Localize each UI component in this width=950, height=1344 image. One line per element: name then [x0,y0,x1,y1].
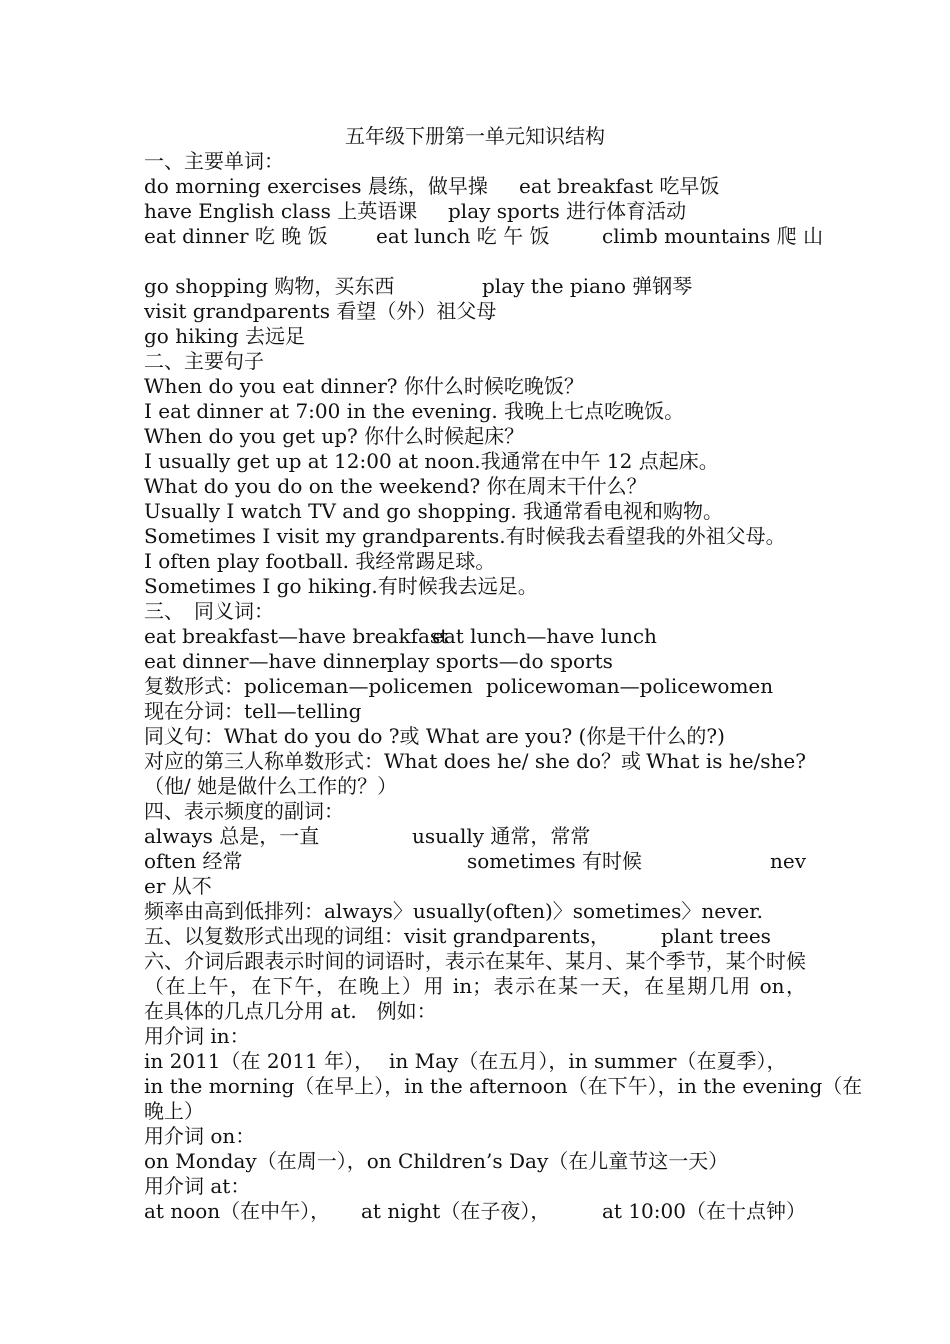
adverb-item: always 总是，一直 [144,824,320,848]
blank-line [144,249,806,274]
adverb-item: usually 通常，常常 [412,824,591,848]
vocab-item: climb mountains 爬 山 [602,224,824,248]
adverb-row-1 [144,824,806,849]
plural-item: 复数形式：policeman—policemen [144,674,473,698]
sentence-line: I usually get up at 12:00 at noon.我通常在中午 12 点起床。 [144,449,719,473]
preposition-example: at noon（在中午）， [144,1199,331,1223]
section-5-item: 五、以复数形式出现的词组：visit grandparents， [144,924,611,948]
sentence-line: When do you eat dinner? 你什么时候吃晚饭？ [144,374,584,398]
sentence-line: Sometimes I go hiking.有时候我去远足。 [144,574,538,598]
preposition-example: at 10:00（在十点钟） [602,1199,806,1223]
document-title: 五年级下册第一单元知识结构 [345,124,605,148]
adverb-item: often 经常 [144,849,243,873]
preposition-in-heading: 用介词 in： [144,1024,250,1048]
preposition-in-row-3: 晚上） [144,1099,204,1123]
preposition-on-row-1: on Monday（在周一），on Children’s Day（在儿童节这一天） [144,1149,729,1173]
sentence-line: I eat dinner at 7:00 in the evening. 我晚上七点吃晚饭。 [144,399,685,423]
frequency-order-row: 频率由高到低排列：always〉usually(often)〉sometimes〉never. [144,899,763,923]
vocab-row-6: go hiking 去远足 [144,324,306,348]
third-person-row [144,749,806,774]
preposition-in-row-2: in the morning（在早上），in the afternoon（在下午），in the evening（在 [144,1074,863,1098]
synonym-item: eat breakfast—have breakfast [144,624,449,648]
vocab-item: play sports 进行体育活动 [448,199,687,223]
preposition-example: at night（在子夜）， [361,1199,551,1223]
sentence-line: Sometimes I visit my grandparents.有时候我去看望我的外祖父母。 [144,524,786,548]
synonym-row-2 [144,649,806,674]
adverb-item: sometimes 有时候 [467,849,642,873]
vocab-item: eat dinner 吃 晚 饭 [144,224,328,248]
present-participle-row: 现在分词：tell—telling [144,699,362,723]
synonym-item: eat dinner—have dinner [144,649,390,673]
vocab-row-4 [144,274,806,299]
section-2-heading: 二、主要句子 [144,349,264,373]
vocab-row-5: visit grandparents 看望（外）祖父母 [144,299,497,323]
vocab-item: eat breakfast 吃早饭 [519,174,720,198]
synonym-sentence-row: 同义句：What do you do ?或 What are you? (你是干什么的?) [144,724,725,748]
synonym-item: eat lunch—have lunch [432,624,657,648]
sentence-line: Usually I watch TV and go shopping. 我通常看电视和购物。 [144,499,724,523]
third-person-translation: （他/ 她是做什么工作的？） [144,774,398,798]
vocab-item: eat lunch 吃 午 饭 [376,224,550,248]
adverb-row-3: er 从不 [144,874,212,898]
third-person-item: What is he/she? [646,749,806,773]
section-1-heading: 一、主要单词： [144,149,284,173]
vocab-row-3 [144,224,824,249]
section-6-paragraph: 六、介词后跟表示时间的词语时，表示在某年、某月、某个季节，某个时候（在上午，在下午，在晚上）用 in；表示在某一天，在星期几用 on， [144,949,806,998]
vocab-item: do morning exercises 晨练，做早操 [144,174,488,198]
sentence-line: I often play football. 我经常踢足球。 [144,549,496,573]
sentence-line: What do you do on the weekend? 你在周末干什么？ [144,474,647,498]
plural-item: policewoman—policewomen [486,674,774,698]
vocab-item: go shopping 购物，买东西 [144,274,395,298]
section-5-item: plant trees [661,924,771,948]
preposition-at-row-1 [144,1199,806,1224]
section-5-row [144,924,806,949]
section-3-heading: 三、 同义词： [144,599,274,623]
synonym-item: play sports—do sports [387,649,613,673]
plural-form-row [144,674,806,699]
third-person-item: 对应的第三人称单数形式：What does he/ she do？或 [144,749,642,773]
preposition-at-heading: 用介词 at： [144,1174,251,1198]
sentence-line: When do you get up? 你什么时候起床？ [144,424,525,448]
preposition-example: in 2011（在 2011 年）， [144,1049,375,1073]
preposition-in-row-1 [144,1049,806,1074]
adverb-row-2 [144,849,806,874]
section-6-paragraph-end: 在具体的几点几分用 at. 例如： [144,999,437,1023]
vocab-row-1 [144,174,806,199]
preposition-on-heading: 用介词 on： [144,1124,256,1148]
synonym-row-1 [144,624,806,649]
preposition-example: in May（在五月），in summer（在夏季）， [389,1049,787,1073]
section-4-heading: 四、表示频度的副词： [144,799,344,823]
adverb-item: nev [769,849,806,873]
document-body [144,149,863,1224]
vocab-item: have English class 上英语课 [144,199,418,223]
vocab-row-2 [144,199,806,224]
vocab-item: play the piano 弹钢琴 [482,274,693,298]
